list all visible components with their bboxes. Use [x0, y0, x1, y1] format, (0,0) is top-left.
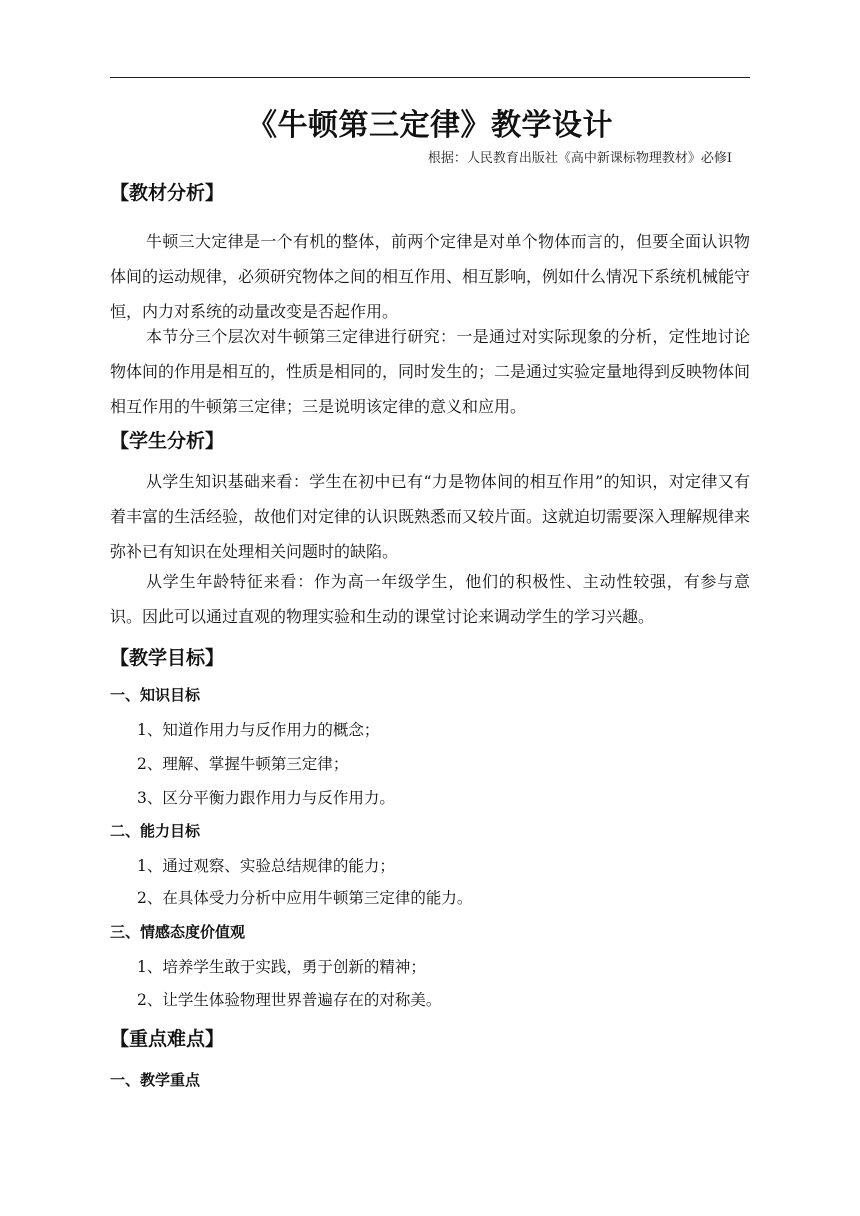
section-heading-student-analysis: 【学生分析】	[110, 430, 225, 452]
document-page	[110, 0, 750, 1216]
goal-item: 2、让学生体验物理世界普遍存在的对称美。	[137, 991, 442, 1009]
section-heading-key-points: 【重点难点】	[110, 1028, 225, 1050]
goal-group-title: 三、情感态度价值观	[110, 923, 246, 941]
section-heading-textbook-analysis: 【教材分析】	[110, 182, 225, 204]
paragraph: 从学生知识基础来看：学生在初中已有“力是物体间的相互作用”的知识，对定律又有着丰富的生活经验，故他们对定律的认识既熟悉而又较片面。这就迫切需要深入理解规律来弥补已有知识在处理相关问题时的缺陷。	[110, 472, 751, 561]
goal-item: 1、培养学生敢于实践，勇于创新的精神；	[137, 958, 426, 976]
goal-group-title: 一、知识目标	[110, 686, 201, 704]
paragraph: 本节分三个层次对牛顿第三定律进行研究：一是通过对实际现象的分析，定性地讨论物体间的作用是相互的，性质是相同的，同时发生的；二是通过实验定量地得到反映物体间相互作用的牛顿第三定律；三是说明该定律的意义和应用。	[110, 327, 751, 416]
paragraph: 牛顿三大定律是一个有机的整体，前两个定律是对单个物体而言的，但要全面认识物体间的运动规律，必须研究物体之间的相互作用、相互影响，例如什么情况下系统机械能守恒，内力对系统的动量改变是否起作用。	[110, 232, 751, 321]
paragraph: 从学生年龄特征来看：作为高一年级学生，他们的积极性、主动性较强，有参与意识。因此可以通过直观的物理实验和生动的课堂讨论来调动学生的学习兴趣。	[110, 572, 750, 626]
goal-item: 3、区分平衡力跟作用力与反作用力。	[137, 789, 395, 807]
goal-item: 2、理解、掌握牛顿第三定律；	[137, 755, 349, 773]
goal-group-title: 二、能力目标	[110, 822, 201, 840]
document-title: 《牛顿第三定律》教学设计	[247, 108, 613, 143]
section-heading-teaching-goals: 【教学目标】	[110, 647, 225, 669]
header-rule	[110, 77, 750, 78]
document-subtitle: 根据：人民教育出版社《高中新课标物理教材》必修Ⅰ	[427, 151, 732, 166]
goal-item: 1、通过观察、实验总结规律的能力；	[137, 857, 395, 875]
goal-item: 1、知道作用力与反作用力的概念；	[137, 721, 380, 739]
key-point-group-title: 一、教学重点	[110, 1071, 201, 1089]
goal-item: 2、在具体受力分析中应用牛顿第三定律的能力。	[137, 889, 473, 907]
